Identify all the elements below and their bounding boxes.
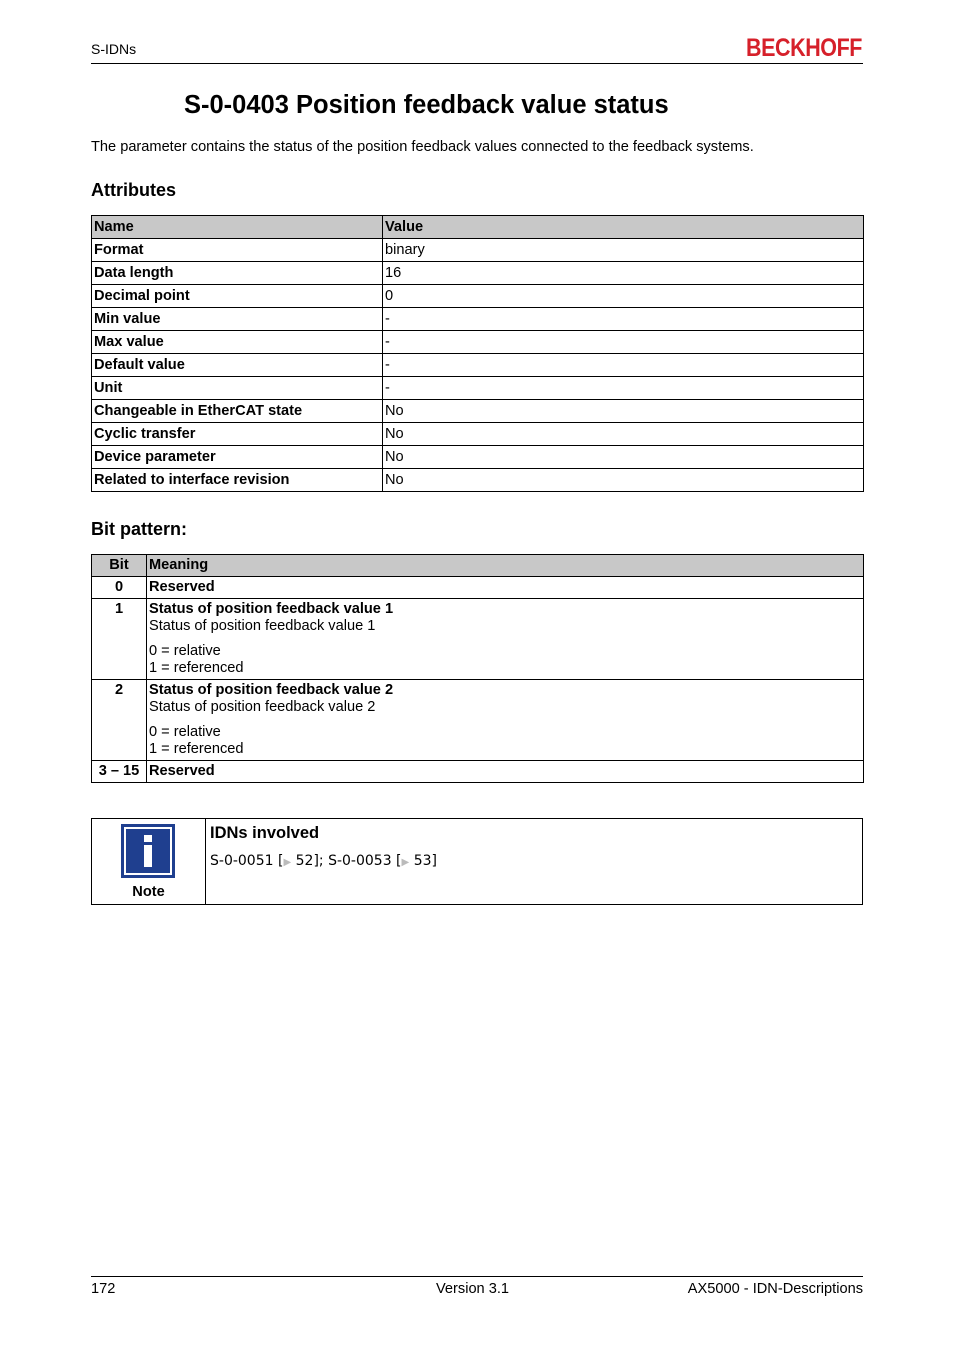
attr-value: No — [383, 400, 864, 423]
attr-value: binary — [383, 239, 864, 262]
table-row — [92, 377, 864, 400]
attr-value: - — [383, 377, 864, 400]
bit-meaning — [147, 680, 864, 761]
page-number: 172 — [91, 1281, 116, 1297]
bit-title: Reserved — [149, 579, 215, 595]
table-row — [92, 400, 864, 423]
page-ref-arrow-icon: ▶ — [401, 857, 410, 868]
footer-rule — [91, 1276, 863, 1277]
note-links: S-0-0051 [▶ 52]; S-0-0053 [▶ 53] — [210, 853, 437, 869]
attributes-heading: Attributes — [91, 180, 176, 200]
attr-value: No — [383, 446, 864, 469]
attr-value: - — [383, 354, 864, 377]
attributes-table — [91, 215, 864, 492]
attr-value: No — [383, 423, 864, 446]
page-ref-arrow-icon: ▶ — [283, 857, 292, 868]
bit-value-0: 0 = relative — [149, 724, 221, 740]
note-box — [91, 818, 863, 905]
table-row — [92, 423, 864, 446]
bit-number: 1 — [92, 599, 147, 680]
table-row — [92, 308, 864, 331]
bit-pattern-table — [91, 554, 864, 783]
page-ref[interactable]: 52 — [295, 853, 314, 869]
version-label: Version 3.1 — [436, 1281, 510, 1297]
col-meaning-header: Meaning — [147, 555, 864, 577]
table-row — [92, 577, 864, 599]
bit-meaning — [147, 761, 864, 783]
attr-name: Data length — [92, 262, 383, 285]
attr-value: - — [383, 331, 864, 354]
bit-title: Reserved — [149, 763, 215, 779]
intro-paragraph: The parameter contains the status of the position feedback values connected to the feedback systems. — [91, 139, 754, 155]
bit-description: Status of position feedback value 2 — [149, 699, 376, 715]
running-header: S-IDNs — [91, 41, 137, 57]
table-header-row — [92, 216, 864, 239]
note-label: Note — [132, 884, 165, 900]
bit-title: Status of position feedback value 1 — [149, 601, 394, 617]
attr-name: Cyclic transfer — [92, 423, 383, 446]
bit-number: 2 — [92, 680, 147, 761]
idn-link-s0051[interactable]: S-0-0051 — [210, 853, 274, 869]
info-icon — [121, 824, 175, 878]
table-row — [92, 331, 864, 354]
bit-value-1: 1 = referenced — [149, 660, 244, 676]
idn-link-s0053[interactable]: S-0-0053 — [328, 853, 392, 869]
col-value-header: Value — [383, 216, 864, 239]
attr-name: Min value — [92, 308, 383, 331]
table-row — [92, 469, 864, 492]
attr-name: Max value — [92, 331, 383, 354]
header-rule — [91, 63, 863, 64]
attr-value: No — [383, 469, 864, 492]
bit-value-1: 1 = referenced — [149, 741, 244, 757]
attr-value: 16 — [383, 262, 864, 285]
bit-value-0: 0 = relative — [149, 643, 221, 659]
attr-name: Related to interface revision — [92, 469, 383, 492]
note-sidebar — [92, 819, 206, 904]
table-row — [92, 262, 864, 285]
table-row — [92, 761, 864, 783]
bit-title: Status of position feedback value 2 — [149, 682, 394, 698]
bit-number: 3 – 15 — [92, 761, 147, 783]
table-row — [92, 599, 864, 680]
table-header-row — [92, 555, 864, 577]
attr-name: Default value — [92, 354, 383, 377]
table-row — [92, 446, 864, 469]
bit-meaning — [147, 599, 864, 680]
bit-meaning — [147, 577, 864, 599]
attr-name: Format — [92, 239, 383, 262]
attr-name: Changeable in EtherCAT state — [92, 400, 383, 423]
page-title: S-0-0403 Position feedback value status — [184, 91, 669, 119]
bit-pattern-heading: Bit pattern: — [91, 519, 187, 539]
document-title: AX5000 - IDN-Descriptions — [687, 1281, 863, 1297]
col-bit-header: Bit — [92, 555, 147, 577]
attr-name: Unit — [92, 377, 383, 400]
note-title: IDNs involved — [210, 824, 320, 842]
table-row — [92, 285, 864, 308]
bit-number: 0 — [92, 577, 147, 599]
attr-value: - — [383, 308, 864, 331]
attr-name: Device parameter — [92, 446, 383, 469]
attr-name: Decimal point — [92, 285, 383, 308]
table-row — [92, 680, 864, 761]
attr-value: 0 — [383, 285, 864, 308]
bit-description: Status of position feedback value 1 — [149, 618, 376, 634]
page-ref[interactable]: 53 — [413, 853, 432, 869]
col-name-header: Name — [92, 216, 383, 239]
beckhoff-logo: BECKHOFF — [746, 34, 863, 62]
table-row — [92, 354, 864, 377]
table-row — [92, 239, 864, 262]
